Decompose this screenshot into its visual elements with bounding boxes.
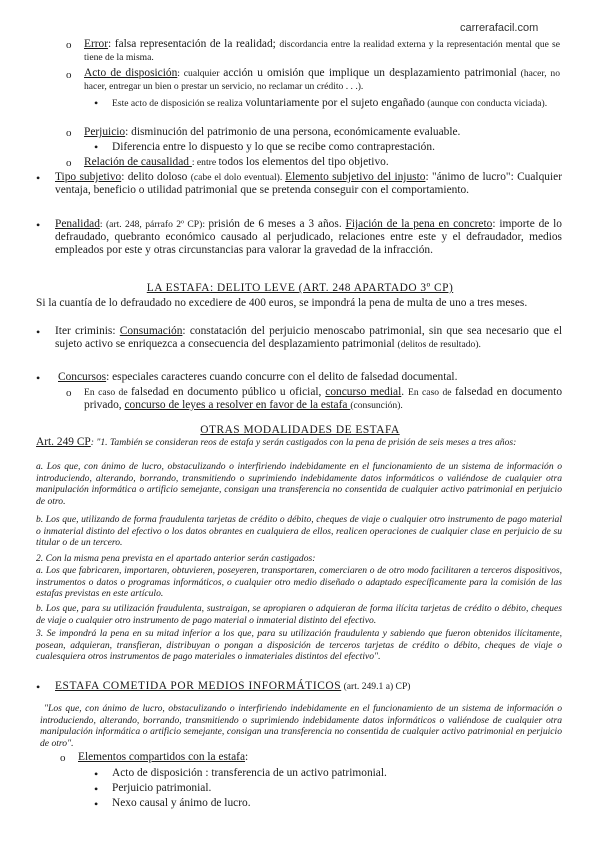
concursos-sub-note3: (consunción). [350,400,403,411]
iter-text2: : constatación del perjuicio menoscabo patrimonial, sin que sea necesario que el sujeto activo se enriquezca a consecuencia del desplazamiento patrimonial [55,325,562,350]
shared-element: Nexo causal y ánimo de lucro. [112,797,251,809]
penalidad-note: : (art. 248, párrafo 2º CP): [99,219,209,230]
list-bullet: • [36,680,41,694]
concursos-sub-note2: En caso de [407,387,455,398]
term-fijacion-pena: Fijación de la pena en concreto [345,218,493,230]
acto-sub-text: voluntariamente por el sujeto engañado [245,97,425,109]
term-error: Error [84,38,109,50]
paragraph-1b: b. Los que, utilizando de forma fraudulenta tarjetas de crédito o débito, cheques de viaje o cualquier otro instrumento de pago material o inmaterial distinto del efectivo o los datos obrantes en cualquiera de ellos, realicen operaciones de cualquier clase en perjuicio de su titular o de un tercero. [36,514,562,549]
item-perjuicio [84,126,560,139]
shared-element: Acto de disposición : transferencia de un activo patrimonial. [112,767,387,779]
tipo-note2: Cualquier ventaja, beneficio o utilidad patrimonial que se pretenda conseguir con el comportamiento. [55,171,562,196]
iter-note: (delitos de resultado). [397,339,481,350]
list-bullet: • [36,371,41,385]
term-concursos: Concursos [58,371,107,383]
acto-sub-note2: (aunque con conducta viciada). [424,98,548,109]
shared-element: Perjuicio patrimonial. [112,782,212,794]
section-title-delito-leve: LA ESTAFA: DELITO LEVE (ART. 248 APARTADO 3º CP) [146,282,454,294]
term-elemento-subjetivo: Elemento subjetivo del injusto [285,171,426,183]
art-249-intro: : "1. También se consideran reos de estafa y serán castigados con la pena de prisión de seis meses a tres años: [90,437,517,448]
iter-text1: Iter criminis: [55,325,120,337]
quote-medios-informaticos: "Los que, con ánimo de lucro, obstaculizando o interfiriendo indebidamente en el funcionamiento de un sistema de información o introduciendo, alterando, borrando, transmitiendo o suprimiendo indebidamente datos informáticos o valiéndose de cualquier otra manipulación informática o artificio semejante, consigan una transferencia no consentida de cualquier activo patrimonial en perjuicio de otro". [40,703,562,749]
paragraph-2b: b. Los que, para su utilización fraudulenta, sustraigan, se apropiaren o adquieran de forma ilícita tarjetas de crédito o débito, cheques de viaje o cualquier otro instrumento de pago material o inmaterial distinto del efectivo. [36,603,562,626]
item-relacion [84,156,560,169]
paragraph-2: 2. Con la misma pena prevista en el apartado anterior serán castigados: [36,553,316,564]
item-tipo-subjetivo [55,171,562,197]
list-bullet: • [36,171,41,185]
heading-medios-informaticos [55,680,562,693]
list-bullet: • [94,96,99,110]
paragraph-delito-leve: Si la cuantía de lo defraudado no excediere de 400 euros, se impondrá la pena de multa de uno a tres meses. [36,297,528,309]
item-acto-disposicion [84,67,560,93]
list-bullet: • [94,140,99,154]
term-relacion: Relación de causalidad [84,156,192,168]
paragraph-2a: a. Los que fabricaren, importaren, obtuvieren, poseyeren, transportaren, comerciaren o de otro modo facilitaren a terceros dispositivos, instrumentos o datos o programas informáticos, o cualquier otro medio diseñado o adaptado específicamente para la comisión de las estafas previstas en este artículo. [36,565,562,600]
error-text: : falsa representación de la realidad; [108,38,280,50]
list-marker-o: o [66,39,72,51]
list-marker-o: o [66,69,72,81]
title-medios-informaticos: ESTAFA COMETIDA POR MEDIOS INFORMÁTICOS [55,680,342,692]
item-iter-criminis [55,325,562,351]
tipo-text1: : delito doloso [121,171,191,183]
paragraph-1a: a. Los que, con ánimo de lucro, obstaculizando o interfiriendo indebidamente en el funcionamiento de un sistema de información o introduciendo, alterando, borrando, transmitiendo o suprimiendo indebidamente datos informáticos o valiéndose de cualquier otra manipulación informática o artificio semejante, consigan una transferencia no consentida de cualquier activo patrimonial en perjuicio de otro. [36,461,562,507]
watermark: carrerafacil.com [460,22,539,34]
list-bullet: • [94,797,99,811]
term-acto: Acto de disposición [84,67,178,79]
list-marker-o: o [60,752,66,764]
term-perjuicio: Perjuicio [84,126,126,138]
term-concurso-medial: concurso medial [325,386,402,398]
art-249-ref: Art. 249 CP [36,436,91,448]
error-note: discordancia entre la realidad externa y la representación mental que se tiene de la misma. [84,39,560,63]
paragraph-3: 3. Se impondrá la pena en su mitad inferior a los que, para su utilización fraudulenta y sabiendo que fueron obtenidos ilícitamente, posean, adquieran, transfieran, distribuyan o pongan a disposición de terceros tarjetas de crédito o débito, cheques de viaje o cualesquiera otros instrumentos de pago materiales o inmateriales distintos del efectivo". [36,628,562,663]
concursos-sub-text1: falsedad en documento público u oficial, [131,386,326,398]
penalidad-text1: prisión de 6 meses a 3 años. [208,218,346,230]
term-tipo-subjetivo: Tipo subjetivo [55,171,122,183]
item-acto-sub [112,97,562,110]
list-bullet: • [94,767,99,781]
term-penalidad: Penalidad [55,218,100,230]
medios-informaticos-ref: (art. 249.1 a) CP) [341,681,411,692]
penalidad-text2: : importe de lo defraudado, quebranto económico causado al perjudicado, relaciones entre este y el defraudador, medios empleados por este y otras circunstancias para valorar la gravedad de la infracción. [55,218,562,256]
concursos-sub-note1: En caso de [84,387,131,398]
item-concursos [58,371,562,384]
section-title-otras-modalidades: OTRAS MODALIDADES DE ESTAFA [200,424,400,436]
item-concursos-sub [84,386,562,412]
concursos-sub-text2: . [401,386,408,398]
paragraph-art-249 [36,437,562,449]
acto-text: acción u omisión que implique un desplazamiento patrimonial [223,67,517,79]
term-elementos-compartidos: Elementos compartidos con la estafa [78,751,246,763]
acto-sub-note1: Este acto de disposición se realiza [112,98,246,109]
list-marker-o: o [66,387,72,399]
term-consumacion: Consumación [119,325,183,337]
acto-note1: : cualquier [177,68,224,79]
perjuicio-text: : disminución del patrimonio de una persona, económicamente evaluable. [125,126,461,138]
item-perjuicio-sub: Diferencia entre lo dispuesto y lo que se recibe como contraprestación. [112,141,435,153]
heading-elementos-compartidos [78,751,558,764]
relacion-text: todos los elementos del tipo objetivo. [218,156,389,168]
concursos-sub-text3: falsedad en documento privado, [84,386,563,411]
item-penalidad [55,218,562,257]
elementos-colon: : [245,751,249,763]
list-bullet: • [36,325,41,339]
concursos-text: : especiales caracteres cuando concurre con el delito de falsedad documental. [106,371,458,383]
item-error [84,38,560,64]
tipo-text2: : "ánimo de lucro": [425,171,518,183]
list-bullet: • [94,782,99,796]
acto-note2: (hacer, no hacer, entregar un bien o prestar un servicio, no reclamar un crédito . . .). [84,68,561,92]
list-marker-o: o [66,127,72,139]
relacion-note: : entre [191,157,219,168]
list-marker-o: o [66,157,72,169]
term-concurso-leyes: concurso de leyes a resolver en favor de la estafa [124,399,351,411]
tipo-note1: (cabe el dolo eventual). [190,172,286,183]
list-bullet: • [36,218,41,232]
